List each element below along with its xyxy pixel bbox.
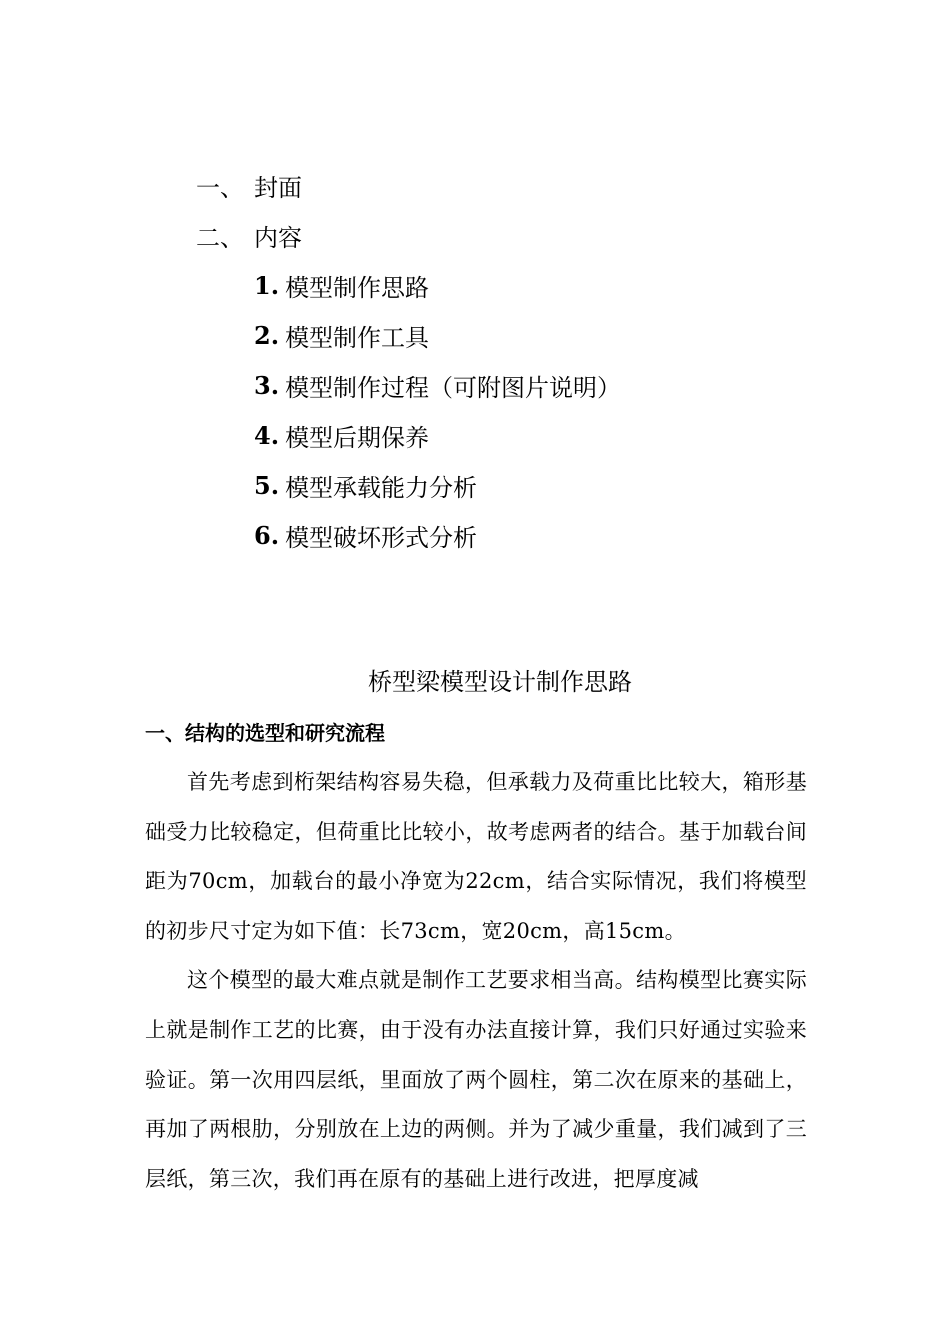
section-heading: 一、结构的选型和研究流程 — [145, 721, 385, 745]
toc-subitem-6 — [196, 510, 816, 560]
toc-subitem-label: 模型制作过程（可附图片说明） — [285, 373, 622, 402]
document-title: 桥型梁模型设计制作思路 — [368, 668, 632, 696]
toc-subitem-3 — [196, 360, 816, 410]
toc-item-content — [196, 210, 816, 260]
toc-subitem-number: 1. — [254, 270, 280, 300]
paragraph: 这个模型的最大难点就是制作工艺要求相当高。结构模型比赛实际上就是制作工艺的比赛，由于没有办法直接计算，我们只好通过实验来验证。第一次用四层纸，里面放了两个圆柱，第二次在原来的基础上，再加了两根肋，分别放在上边的两侧。并为了减少重量，我们减到了三层纸，第三次，我们再在原有的基础上进行改进，把厚度减 — [145, 968, 807, 1191]
toc-subitem-number: 4. — [254, 420, 280, 450]
toc-subitem-4 — [196, 410, 816, 460]
toc-subitem-label: 模型承载能力分析 — [285, 473, 478, 502]
toc-subitem-number: 6. — [254, 520, 280, 550]
table-of-contents — [196, 160, 816, 560]
toc-subitem-number: 5. — [254, 470, 280, 500]
toc-subitem-5 — [196, 460, 816, 510]
paragraph: 首先考虑到桁架结构容易失稳，但承载力及荷重比比较大，箱形基础受力比较稳定，但荷重比比较小，故考虑两者的结合。基于加载台间距为70cm，加载台的最小净宽为22cm，结合实际情况，我们将模型的初步尺寸定为如下值：长73cm，宽20cm，高15cm。 — [145, 770, 807, 943]
toc-subitem-1 — [196, 260, 816, 310]
toc-item-cover — [196, 160, 816, 210]
toc-subitem-label: 模型制作思路 — [285, 273, 430, 302]
toc-subitem-number: 2. — [254, 320, 280, 350]
toc-subitem-number: 3. — [254, 370, 280, 400]
toc-subitem-label: 模型破坏形式分析 — [285, 523, 478, 552]
body-text — [145, 758, 807, 1204]
toc-item-label: 内容 — [254, 223, 302, 252]
toc-subitem-label: 模型制作工具 — [285, 323, 430, 352]
toc-item-label: 封面 — [254, 173, 302, 202]
toc-item-number: 一、 — [196, 173, 244, 202]
toc-subitem-label: 模型后期保养 — [285, 423, 430, 452]
toc-item-number: 二、 — [196, 223, 244, 252]
toc-subitem-2 — [196, 310, 816, 360]
